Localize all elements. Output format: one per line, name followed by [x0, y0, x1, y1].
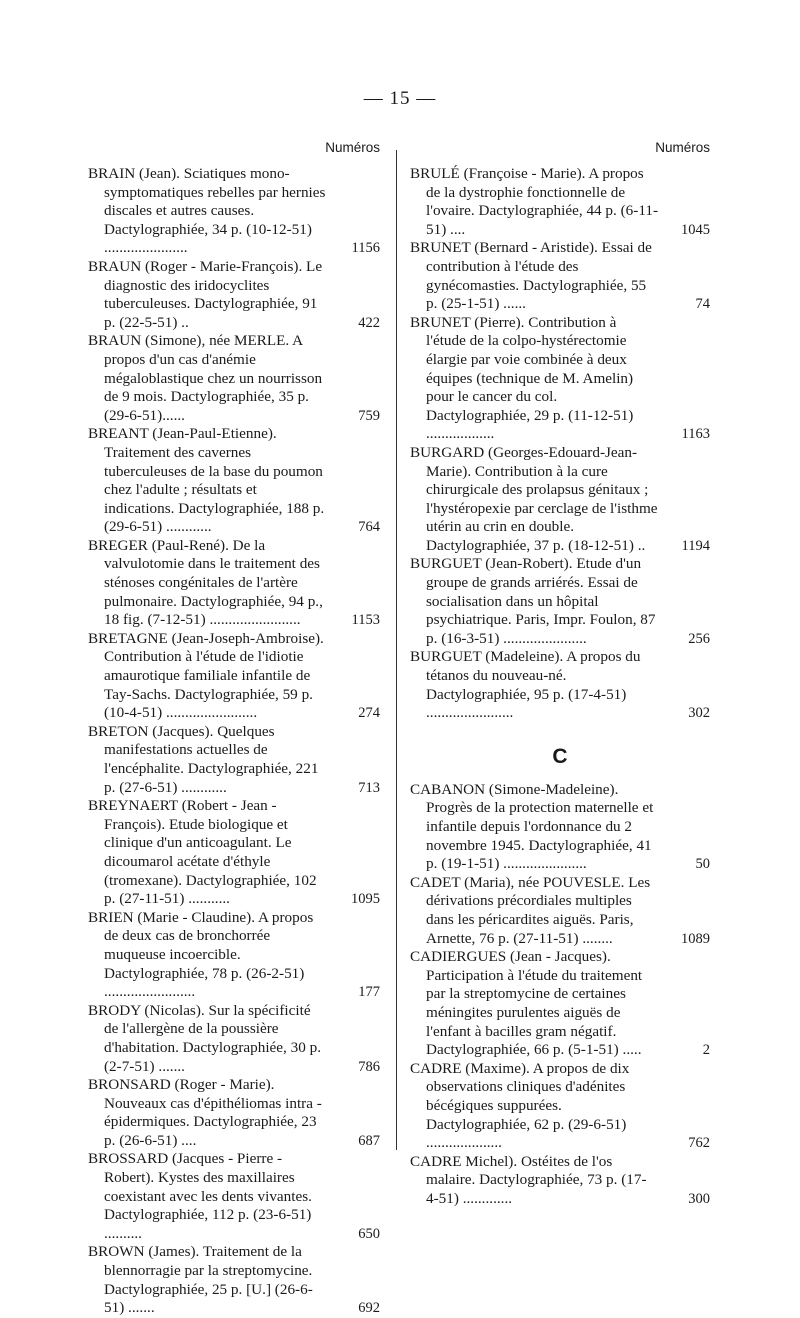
- entry-number: 764: [358, 519, 380, 536]
- entry-text: BRODY (Nicolas). Sur la spécificité de l'allergène de la poussière d'habitation. Dactylographiée, 30 p. (2-7-51) .......: [88, 1001, 321, 1075]
- entry-text: CADET (Maria), née POUVESLE. Les dérivations précordiales multiples dans les péricardites aiguës. Paris, Arnette, 76 p. (27-11-51) ........: [410, 873, 651, 947]
- entry-text: BURGARD (Georges-Edouard-Jean-Marie). Contribution à la cure chirurgicale des prolapsus génitaux ; l'hystéropexie par cerclage de l'isthme utérin au crin en double. Dactylographiée, 37 p. (18-12-51) ..: [410, 443, 658, 554]
- entry-number: 300: [688, 1190, 710, 1207]
- entry-text: BRAUN (Roger - Marie-François). Le diagnostic des iridocyclites tuberculeuses. Dactylographiée, 91 p. (22-5-51) ..: [88, 257, 323, 331]
- entry-number: 650: [358, 1225, 380, 1242]
- entry-number: 74: [695, 296, 710, 313]
- bibliography-entry: [88, 165, 380, 258]
- bibliography-entry: [88, 1076, 380, 1150]
- bibliography-entry: [410, 555, 710, 648]
- entry-number: 1045: [681, 221, 710, 238]
- entry-number: 302: [688, 705, 710, 722]
- bibliography-entry: [88, 1243, 380, 1317]
- right-entries-list-b: [410, 165, 710, 723]
- entry-number: 274: [358, 705, 380, 722]
- bibliography-entry: [410, 781, 710, 874]
- column-divider: [396, 150, 397, 1150]
- right-column: [410, 140, 710, 1208]
- entry-text: CADRE Michel). Ostéites de l'os malaire. Dactylographiée, 73 p. (17-4-51) .............: [410, 1152, 647, 1207]
- bibliography-entry: [88, 258, 380, 332]
- bibliography-entry: [410, 444, 710, 556]
- page-number: — 15 —: [363, 88, 437, 109]
- bibliography-entry: [410, 648, 710, 722]
- entry-text: CADRE (Maxime). A propos de dix observations cliniques d'adénites bécégiques suppurées. Dactylographiée, 62 p. (29-6-51) ....................: [410, 1059, 630, 1152]
- entry-number: 2: [702, 1042, 710, 1059]
- bibliography-entry: [410, 874, 710, 948]
- entry-number: 1156: [351, 240, 380, 257]
- entry-number: 759: [358, 407, 380, 424]
- entry-text: BREGER (Paul-René). De la valvulotomie dans le traitement des sténoses congénitales de l'artère pulmonaire. Dactylographiée, 94 p., 18 fig. (7-12-51) ........................: [88, 536, 323, 629]
- bibliography-entry: [88, 332, 380, 425]
- bibliography-entry: [88, 909, 380, 1002]
- bibliography-entry: [410, 1060, 710, 1153]
- entry-number: 177: [358, 984, 380, 1001]
- entry-number: 422: [358, 314, 380, 331]
- entry-number: 762: [688, 1135, 710, 1152]
- entry-text: CABANON (Simone-Madeleine). Progrès de la protection maternelle et infantile depuis l'ordonnance du 2 novembre 1945. Dactylographiée, 41 p. (19-1-51) ......................: [410, 780, 654, 873]
- bibliography-entry: [88, 630, 380, 723]
- bibliography-entry: [88, 797, 380, 909]
- left-entries-list: [88, 165, 380, 1318]
- entry-text: BROSSARD (Jacques - Pierre - Robert). Kystes des maxillaires coexistant avec les dents vivantes. Dactylographiée, 112 p. (23-6-51) ..........: [88, 1150, 312, 1242]
- entry-number: 692: [358, 1300, 380, 1317]
- entry-number: 50: [695, 856, 710, 873]
- entry-text: BRETAGNE (Jean-Joseph-Ambroise). Contribution à l'étude de l'idiotie amaurotique familiale infantile de Tay-Sachs. Dactylographiée, 59 p. (10-4-51) ........................: [88, 629, 324, 722]
- bibliography-entry: [410, 948, 710, 1060]
- left-column: [88, 140, 380, 1318]
- entry-number: 1194: [681, 537, 710, 554]
- bibliography-entry: [410, 239, 710, 313]
- entry-number: 713: [358, 779, 380, 796]
- entry-number: 1089: [681, 930, 710, 947]
- bibliography-entry: [88, 425, 380, 537]
- bibliography-entry: [410, 1153, 710, 1209]
- entry-text: BRIEN (Marie - Claudine). A propos de deux cas de bronchorrée muqueuse incoercible. Dactylographiée, 78 p. (26-2-51) ........................: [88, 908, 314, 1001]
- entry-text: BROWN (James). Traitement de la blennorragie par la streptomycine. Dactylographiée, 25 p. [U.] (26-6-51) .......: [88, 1243, 313, 1317]
- section-letter: C: [552, 744, 568, 768]
- bibliography-entry: [88, 1150, 380, 1243]
- entry-number: 1163: [681, 426, 710, 443]
- entry-text: BRUNET (Pierre). Contribution à l'étude de la colpo-hystérectomie élargie par voie combinée à deux équipes (technique de M. Amelin) pour le cancer du col. Dactylographiée, 29 p. (11-12-51) ..................: [410, 313, 634, 443]
- bibliography-entry: [410, 165, 710, 239]
- entry-number: 687: [358, 1132, 380, 1149]
- entry-text: BRONSARD (Roger - Marie). Nouveaux cas d'épithéliomas intra - épidermiques. Dactylographiée, 23 p. (26-6-51) ....: [88, 1076, 322, 1149]
- entry-text: BRETON (Jacques). Quelques manifestations actuelles de l'encéphalite. Dactylographiée, 221 p. (27-6-51) ............: [88, 722, 319, 796]
- entry-text: BRUNET (Bernard - Aristide). Essai de contribution à l'étude des gynécomasties. Dactylographiée, 55 p. (25-1-51) ......: [410, 239, 652, 313]
- entry-number: 1153: [351, 612, 380, 629]
- entry-text: BREYNAERT (Robert - Jean - François). Etude biologique et clinique d'un anticoagulant. Le dicoumarol acétate d'éthyle (tromexane). Dactylographiée, 102 p. (27-11-51) ...........: [88, 797, 317, 908]
- left-column-header: Numéros: [325, 140, 380, 155]
- entry-text: BURGUET (Madeleine). A propos du tétanos du nouveau-né. Dactylographiée, 95 p. (17-4-51) .......................: [410, 648, 641, 722]
- bibliography-entry: [88, 537, 380, 630]
- bibliography-entry: [88, 723, 380, 797]
- entry-text: CADIERGUES (Jean - Jacques). Participation à l'étude du traitement par la streptomycine de certaines méningites purulentes aiguës de l'enfant à bacilles gram négatif. Dactylographiée, 66 p. (5-1-51) .....: [410, 948, 643, 1059]
- entry-text: BRULÉ (Françoise - Marie). A propos de la dystrophie fonctionnelle de l'ovaire. Dactylographiée, 44 p. (6-11-51) ....: [410, 165, 659, 238]
- entry-text: BURGUET (Jean-Robert). Etude d'un groupe de grands arriérés. Essai de socialisation dans un hôpital psychiatrique. Paris, Impr. Foulon, 87 p. (16-3-51) ......................: [410, 555, 656, 647]
- entry-text: BREANT (Jean-Paul-Etienne). Traitement des cavernes tuberculeuses de la base du poumon chez l'adulte ; résultats et indications. Dactylographiée, 188 p. (29-6-51) ............: [88, 425, 325, 536]
- bibliography-entry: [88, 1002, 380, 1076]
- right-column-header: Numéros: [655, 140, 710, 155]
- entry-number: 786: [358, 1058, 380, 1075]
- entry-number: 256: [688, 630, 710, 647]
- bibliography-entry: [410, 314, 710, 444]
- entry-number: 1095: [351, 891, 380, 908]
- right-entries-list-c: [410, 781, 710, 1209]
- entry-text: BRAIN (Jean). Sciatiques mono-symptomatiques rebelles par hernies discales et autres causes. Dactylographiée, 34 p. (10-12-51) ......................: [88, 165, 326, 257]
- entry-text: BRAUN (Simone), née MERLE. A propos d'un cas d'anémie mégaloblastique chez un nourrisson de 9 mois. Dactylographiée, 35 p. (29-6-51)......: [88, 332, 323, 424]
